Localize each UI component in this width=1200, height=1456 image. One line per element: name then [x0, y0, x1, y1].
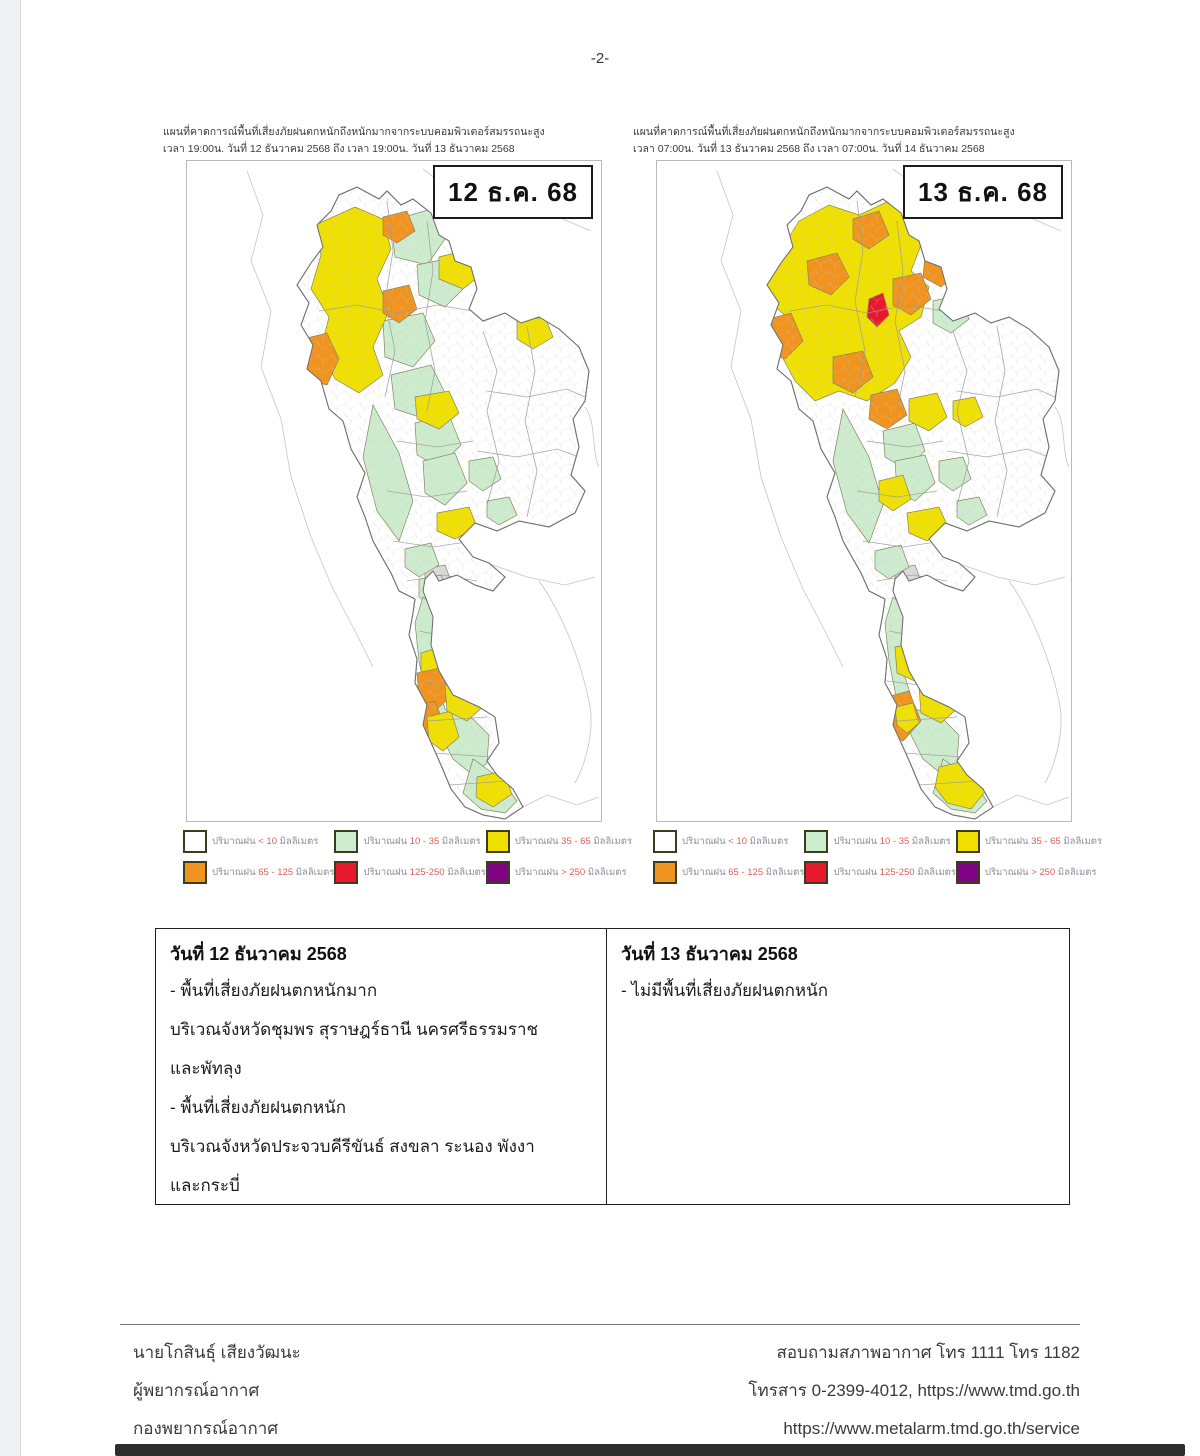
- viewer-edge-strip: [0, 0, 21, 1456]
- legend-label: ปริมาณฝน < 10 มิลลิเมตร: [682, 836, 789, 847]
- legend-label: ปริมาณฝน 65 - 125 มิลลิเมตร: [682, 867, 805, 878]
- risk-column-12dec: [156, 929, 607, 1204]
- forecaster-signature: [133, 1334, 301, 1448]
- thailand-map-12dec: [186, 160, 602, 822]
- risk-table-line: - พื้นที่เสี่ยงภัยฝนตกหนักมาก: [170, 981, 378, 1000]
- legend-item: [653, 830, 804, 853]
- risk-table-line: - ไม่มีพื้นที่เสี่ยงภัยฝนตกหนัก: [621, 981, 829, 1000]
- map-caption-title: แผนที่คาดการณ์พื้นที่เสี่ยงภัยฝนตกหนักถึงหนักมากจากระบบคอมพิวเตอร์สมรรถนะสูง: [163, 126, 545, 138]
- legend-swatch: [334, 830, 358, 853]
- legend-label: ปริมาณฝน 35 - 65 มิลลิเมตร: [984, 836, 1103, 847]
- legend-label: ปริมาณฝน 10 - 35 มิลลิเมตร: [833, 836, 951, 847]
- risk-table-line: - พื้นที่เสี่ยงภัยฝนตกหนัก: [170, 1098, 347, 1117]
- footer-divider: [120, 1324, 1080, 1325]
- risk-table-line: บริเวณจังหวัดประจวบคีรีขันธ์ สงขลา ระนอง พังงา: [170, 1137, 535, 1156]
- footer-left-line: ผู้พยากรณ์อากาศ: [133, 1381, 260, 1400]
- date-box-12dec: 12 ธ.ค. 68: [433, 165, 593, 219]
- legend-swatch: [956, 830, 980, 853]
- risk-table-header: วันที่ 12 ธันวาคม 2568: [170, 944, 347, 964]
- legend-label: ปริมาณฝน 35 - 65 มิลลิเมตร: [514, 836, 633, 847]
- legend-swatch: [804, 830, 828, 853]
- risk-table-header: วันที่ 13 ธันวาคม 2568: [621, 944, 798, 964]
- footer-left-line: นายโกสินธุ์ เสียงวัฒนะ: [133, 1343, 301, 1362]
- footer-right-line: โทรสาร 0-2399-4012, https://www.tmd.go.th: [748, 1381, 1080, 1400]
- legend-swatch: [486, 830, 510, 853]
- legend-item: [956, 861, 1102, 884]
- map-panel-13dec: [633, 124, 1103, 878]
- legend-item: [804, 830, 955, 853]
- legend-item: [183, 861, 334, 884]
- contact-info: [560, 1334, 1080, 1448]
- legend-label: ปริมาณฝน 10 - 35 มิลลิเมตร: [363, 836, 481, 847]
- legend-item: [804, 861, 955, 884]
- screenshot-bottom-bar: [115, 1444, 1185, 1456]
- map-caption-title: แผนที่คาดการณ์พื้นที่เสี่ยงภัยฝนตกหนักถึงหนักมากจากระบบคอมพิวเตอร์สมรรถนะสูง: [633, 126, 1015, 138]
- legend-item: [486, 861, 632, 884]
- legend-label: ปริมาณฝน < 10 มิลลิเมตร: [212, 836, 319, 847]
- legend-item: [334, 830, 485, 853]
- risk-summary-table: [155, 928, 1070, 1205]
- legend-item: [486, 830, 632, 853]
- page-number: -2-: [590, 50, 610, 67]
- legend-label: ปริมาณฝน 125-250 มิลลิเมตร: [363, 867, 486, 878]
- risk-table-line: บริเวณจังหวัดชุมพร สุราษฎร์ธานี นครศรีธรรมราช: [170, 1020, 539, 1039]
- legend-label: ปริมาณฝน 65 - 125 มิลลิเมตร: [212, 867, 335, 878]
- legend-item: [956, 830, 1102, 853]
- footer-left-line: กองพยากรณ์อากาศ: [133, 1419, 279, 1438]
- legend-item: [334, 861, 485, 884]
- legend-label: ปริมาณฝน > 250 มิลลิเมตร: [514, 867, 627, 878]
- rainfall-legend: [653, 830, 1103, 884]
- legend-label: ปริมาณฝน 125-250 มิลลิเมตร: [833, 867, 956, 878]
- risk-table-line: และพัทลุง: [170, 1059, 242, 1078]
- map-caption-period: เวลา 07:00น. วันที่ 13 ธันวาคม 2568 ถึง เวลา 07:00น. วันที่ 14 ธันวาคม 2568: [633, 143, 985, 155]
- map-panel-12dec: [163, 124, 633, 878]
- legend-swatch: [653, 830, 677, 853]
- legend-item: [183, 830, 334, 853]
- legend-swatch: [956, 861, 980, 884]
- legend-item: [653, 861, 804, 884]
- legend-swatch: [183, 830, 207, 853]
- legend-swatch: [486, 861, 510, 884]
- map-caption-period: เวลา 19:00น. วันที่ 12 ธันวาคม 2568 ถึง เวลา 19:00น. วันที่ 13 ธันวาคม 2568: [163, 143, 515, 155]
- footer-right-line: สอบถามสภาพอากาศ โทร 1111 โทร 1182: [776, 1343, 1080, 1362]
- risk-column-13dec: [607, 929, 1069, 1204]
- rainfall-legend: [183, 830, 633, 884]
- thailand-map-13dec: [656, 160, 1072, 822]
- legend-swatch: [804, 861, 828, 884]
- risk-table-line: และกระบี่: [170, 1176, 240, 1195]
- legend-label: ปริมาณฝน > 250 มิลลิเมตร: [984, 867, 1097, 878]
- legend-swatch: [653, 861, 677, 884]
- legend-swatch: [183, 861, 207, 884]
- date-box-13dec: 13 ธ.ค. 68: [903, 165, 1063, 219]
- footer-right-line: https://www.metalarm.tmd.go.th/service: [783, 1419, 1080, 1438]
- legend-swatch: [334, 861, 358, 884]
